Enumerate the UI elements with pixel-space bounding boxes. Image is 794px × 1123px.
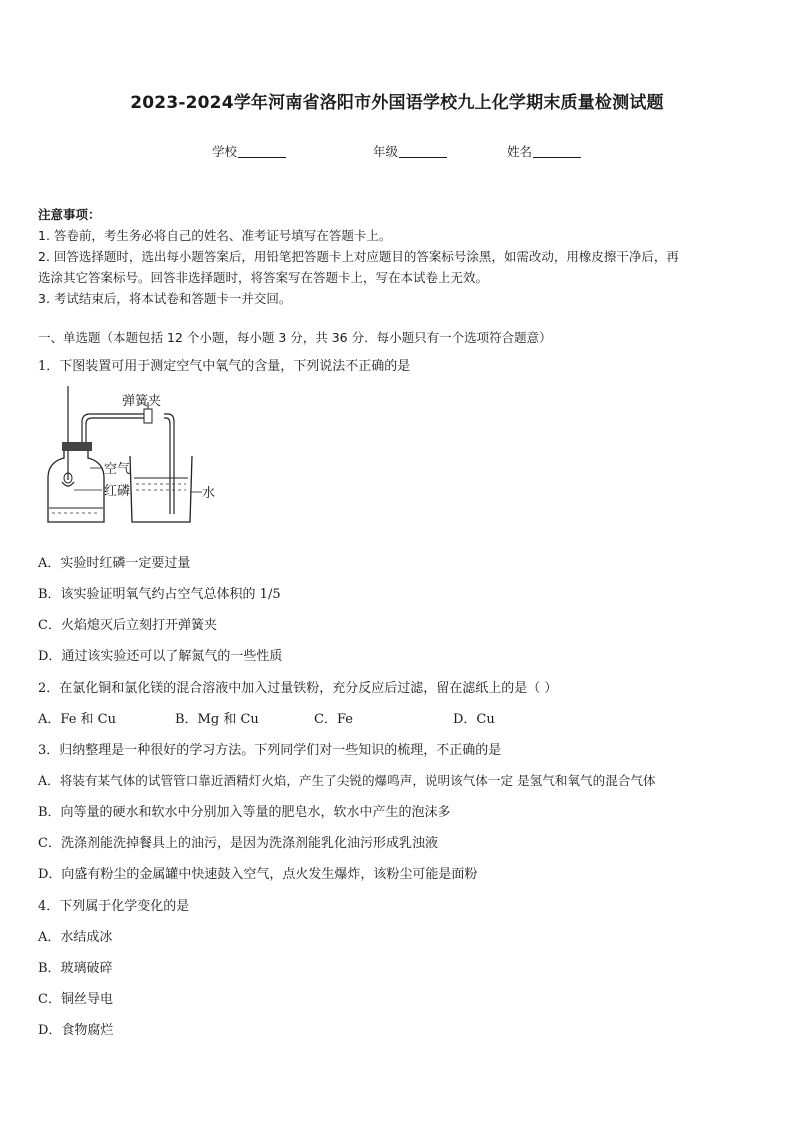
school-blank[interactable] — [238, 145, 286, 158]
bottle-stopper — [62, 442, 92, 451]
question-4-option[interactable]: B．玻璃破碎 — [38, 961, 113, 976]
water-label: 水 — [202, 486, 216, 501]
beaker — [130, 456, 192, 522]
name-blank[interactable] — [533, 145, 581, 158]
grade-field[interactable] — [373, 142, 447, 160]
phosphorus-label: 红磷 — [104, 484, 131, 499]
note-item: 2. 回答选择题时，选出每小题答案后，用铅笔把答题卡上对应题目的答案标号涂黑，如需改动，用橡皮擦干净后，再 — [38, 249, 679, 264]
question-3-option[interactable]: A．将装有某气体的试管管口靠近酒精灯火焰，产生了尖锐的爆鸣声，说明该气体一定 是氢气和氧气的混合气体 — [38, 773, 656, 788]
clamp-label: 弹簧夹 — [122, 394, 162, 409]
note-item: 1. 答卷前，考生务必将自己的姓名、准考证号填写在答题卡上。 — [38, 228, 392, 243]
gas-bottle — [48, 451, 104, 522]
grade-label: 年级 — [373, 144, 399, 159]
note-item: 选涂其它答案标号。回答非选择题时，将答案写在答题卡上，写在本试卷上无效。 — [38, 270, 489, 285]
oxygen-experiment-diagram — [44, 382, 234, 528]
question-3-option[interactable]: D．向盛有粉尘的金属罐中快速鼓入空气，点火发生爆炸，该粉尘可能是面粉 — [38, 867, 478, 882]
notes-block — [38, 204, 758, 309]
question-1-stem: 1．下图装置可用于测定空气中氧气的含量，下列说法不正确的是 — [38, 359, 411, 374]
notes-heading: 注意事项： — [38, 207, 101, 222]
note-item: 3. 考试结束后，将本试卷和答题卡一并交回。 — [38, 291, 292, 306]
question-1-option[interactable]: B．该实验证明氧气约占空气总体积的 1/5 — [38, 587, 281, 602]
section-heading: 一、单选题（本题包括 12 个小题，每小题 3 分，共 36 分．每小题只有一个选项符合题意） — [38, 330, 552, 345]
air-label: 空气 — [104, 462, 131, 477]
question-2-stem: 2．在氯化铜和氯化镁的混合溶液中加入过量铁粉，充分反应后过滤，留在滤纸上的是（ ） — [38, 681, 558, 696]
question-2-option[interactable]: A．Fe 和 Cu — [38, 712, 116, 727]
grade-blank[interactable] — [399, 145, 447, 158]
question-3-option[interactable]: B．向等量的硬水和软水中分别加入等量的肥皂水，软水中产生的泡沫多 — [38, 805, 451, 820]
question-3-option[interactable]: C．洗涤剂能洗掉餐具上的油污，是因为洗涤剂能乳化油污形成乳浊液 — [38, 836, 438, 851]
question-1-option[interactable]: D．通过该实验还可以了解氮气的一些性质 — [38, 649, 283, 664]
question-1-option[interactable]: C．火焰熄灭后立刻打开弹簧夹 — [38, 618, 217, 633]
question-3-stem: 3．归纳整理是一种很好的学习方法。下列同学们对一些知识的梳理，不正确的是 — [38, 743, 502, 758]
question-2-option[interactable]: D．Cu — [453, 712, 495, 727]
question-4-option[interactable]: A．水结成冰 — [38, 930, 113, 945]
question-4-stem: 4．下列属于化学变化的是 — [38, 899, 190, 914]
name-label: 姓名 — [507, 144, 533, 159]
question-2-option[interactable]: B．Mg 和 Cu — [175, 712, 259, 727]
name-field[interactable] — [507, 142, 581, 160]
school-label: 学校 — [212, 144, 238, 159]
question-2-option[interactable]: C．Fe — [314, 712, 353, 727]
question-4-option[interactable]: D．食物腐烂 — [38, 1023, 114, 1038]
page-title: 2023-2024学年河南省洛阳市外国语学校九上化学期末质量检测试题 — [130, 93, 664, 113]
question-1-option[interactable]: A．实验时红磷一定要过量 — [38, 556, 191, 571]
school-field[interactable] — [212, 142, 286, 160]
spring-clamp-icon — [144, 409, 152, 423]
question-4-option[interactable]: C．铜丝导电 — [38, 992, 113, 1007]
